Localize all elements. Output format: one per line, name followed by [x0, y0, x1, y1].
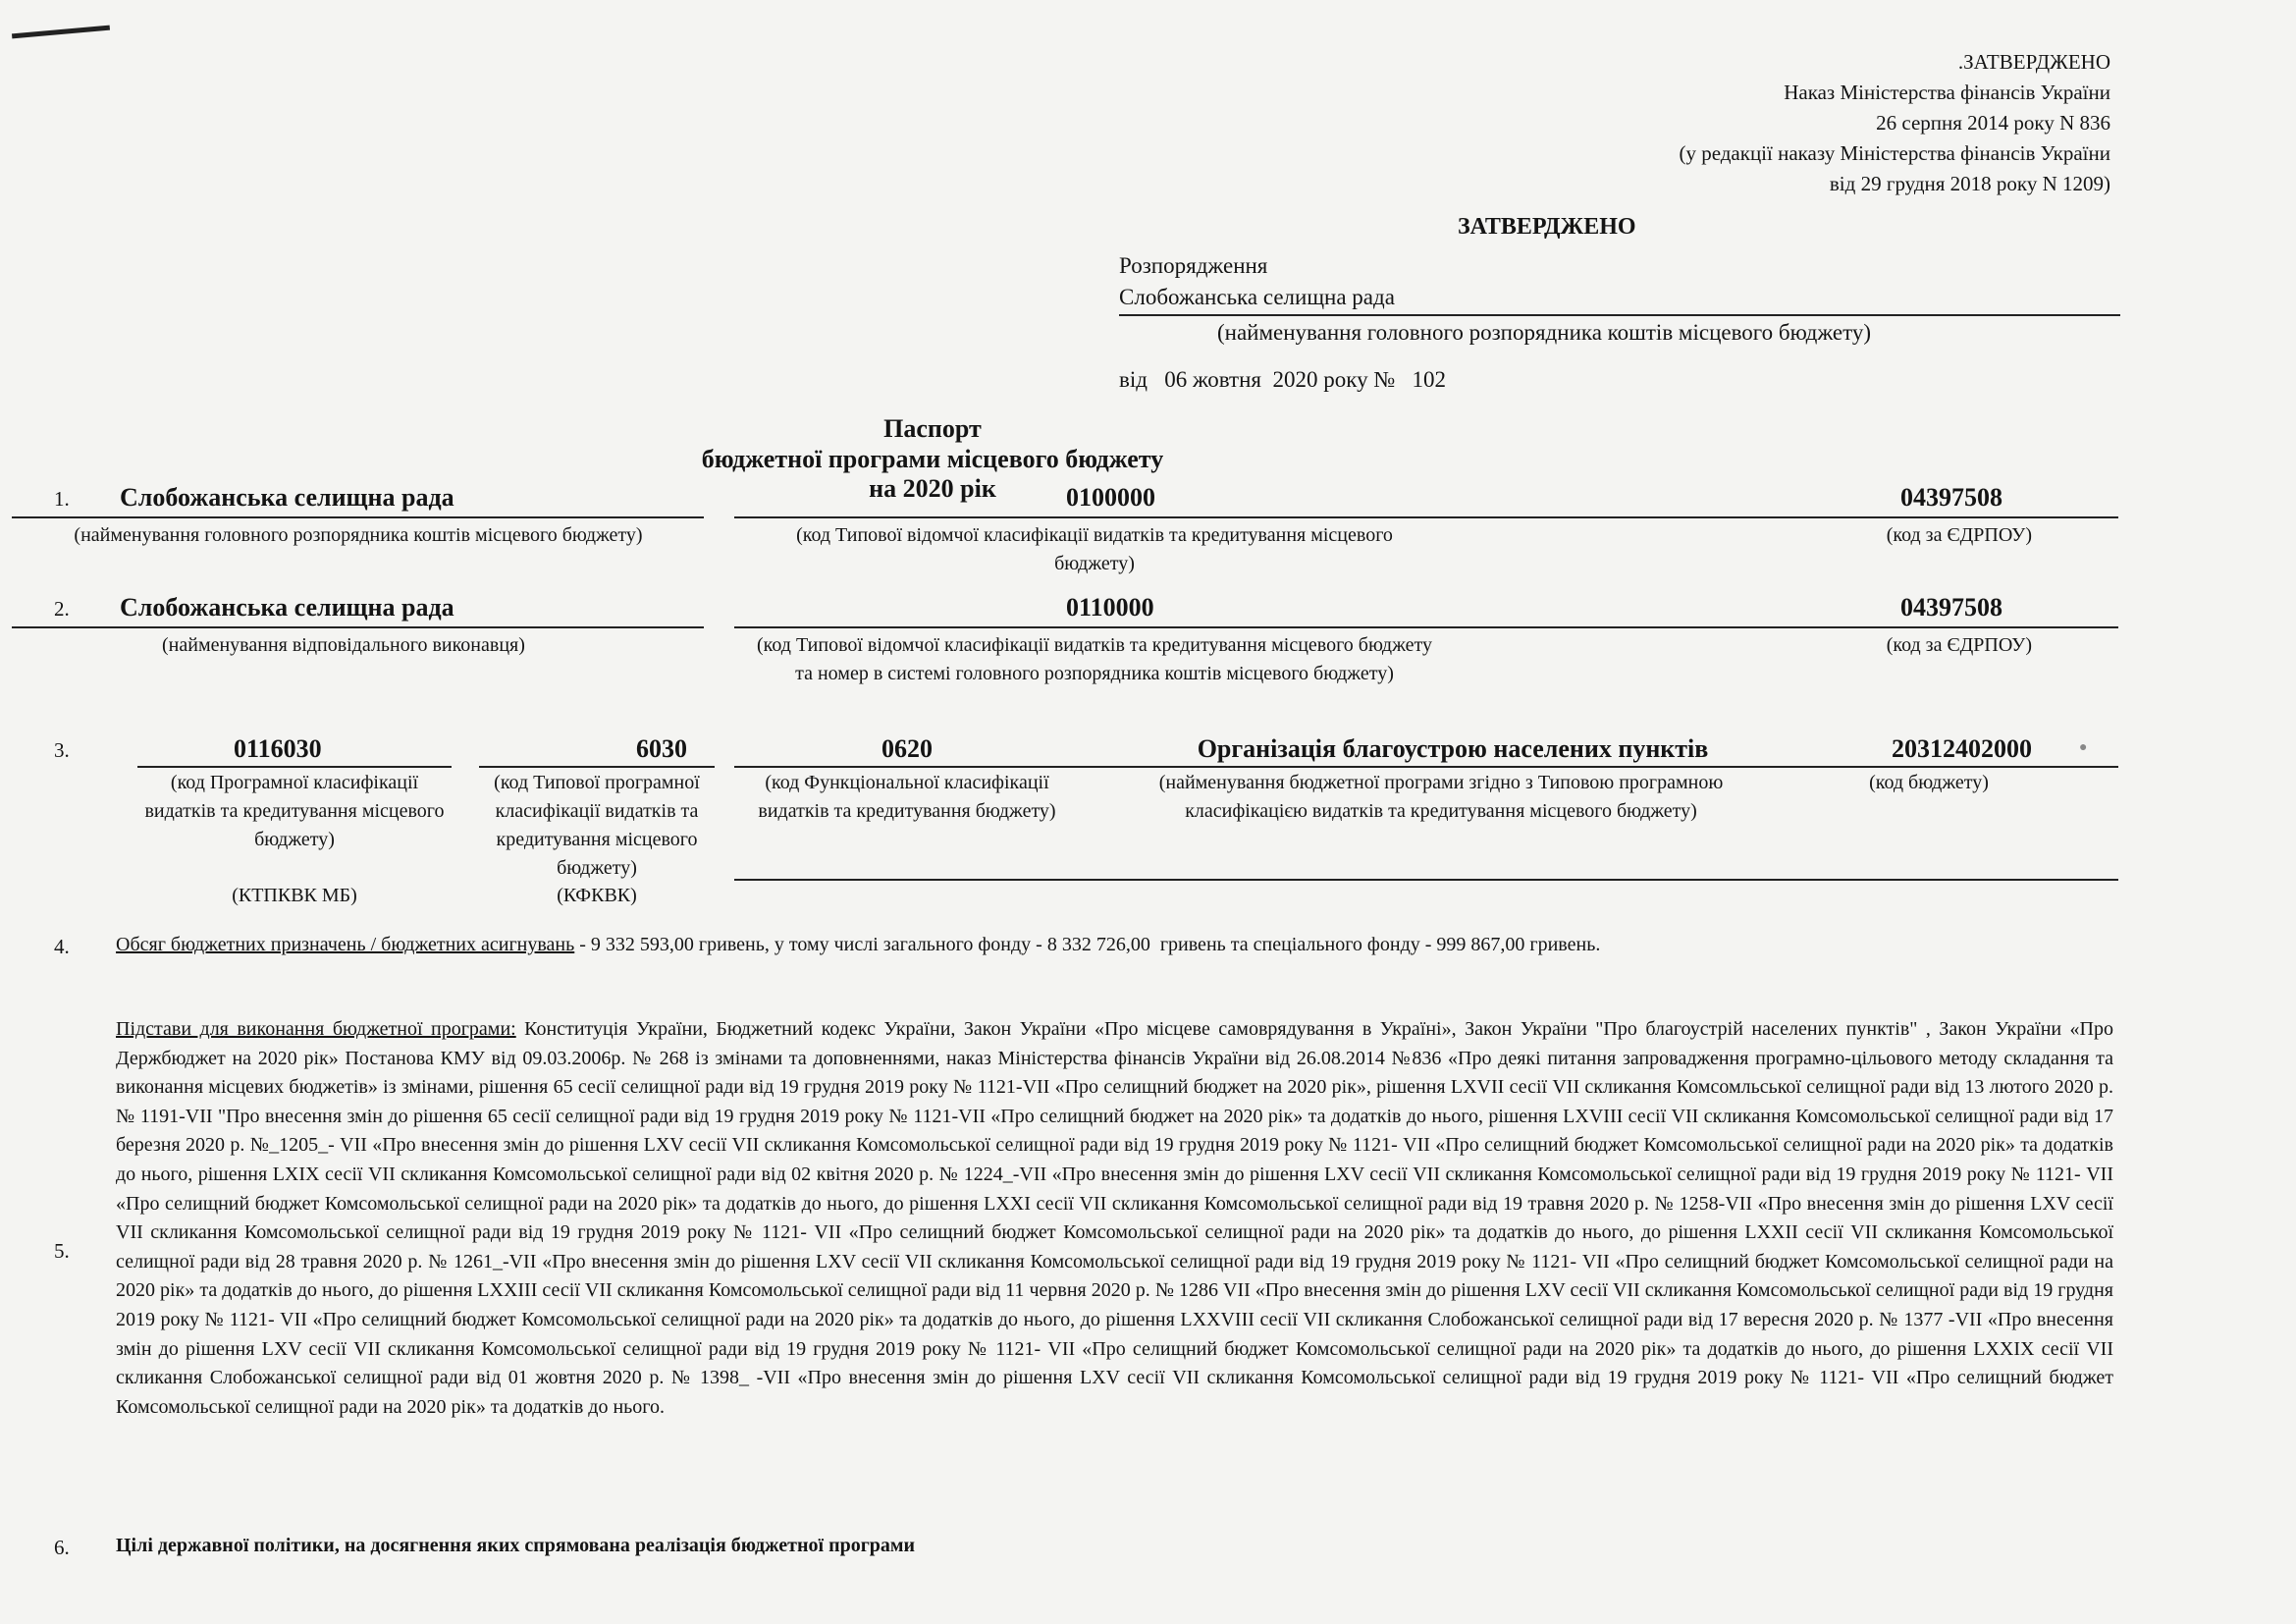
section-5-number: 5.	[54, 1239, 70, 1263]
section-3-func-code: 0620	[881, 734, 933, 763]
section-2-code: 0110000	[1066, 593, 1154, 622]
section-5-text	[116, 1015, 2113, 1422]
section-3-kpkvk-line	[137, 766, 452, 768]
section-3-bottom-line	[734, 879, 2118, 881]
section-3-budget-code: 20312402000	[1892, 734, 2032, 763]
section-3-program-name: Організація благоустрою населених пунктів	[1197, 734, 1709, 763]
section-2-name-caption: (найменування відповідального виконавця)	[162, 634, 525, 656]
section-6-number: 6.	[54, 1536, 70, 1559]
section-1-code-caption: (код Типової відомчої класифікації видатків та кредитування місцевого бюджету)	[796, 524, 1393, 574]
scan-corner-mark	[12, 26, 110, 39]
section-3-program-caption: (найменування бюджетної програми згідно з Типовою програмною класифікацією видатків та кредитування місцевого бюджету)	[1158, 772, 1724, 822]
section-1-name-line	[12, 516, 704, 518]
section-4-number: 4.	[54, 935, 70, 958]
approval-org-line	[1119, 314, 2120, 316]
approval-org-caption: (найменування головного розпорядника коштів місцевого бюджету)	[1217, 320, 1872, 345]
section-4-value: - 9 332 593,00 гривень, у тому числі загального фонду - 8 332 726,00 гривень та спеціального фонду - 999 867,00 гривень.	[574, 934, 1601, 955]
section-3-kfkvk-line	[479, 766, 715, 768]
approval-stamp	[1374, 47, 2110, 199]
section-4-label: Обсяг бюджетних призначень / бюджетних асигнувань	[116, 934, 575, 955]
bullet-icon: ●	[2079, 740, 2088, 755]
section-1-code: 0100000	[1066, 483, 1155, 512]
section-3-number: 3.	[54, 738, 70, 762]
section-5-body: Конституція України, Бюджетний кодекс України, Закон України «Про місцеве самоврядування в Україні», Закон України "Про благоустрій населених пунктів" , Закон України «Про Держбюджет на 2020 рік» Постанова КМУ від 09.03.2006р. № 268 із змінами та доповненнями, наказ Міністерства фінансів України від 26.08.2014 №836 «Про деякі питання запровадження програмно-цільового методу складання та виконання місцевих бюджетів» із змінами, рішення 65 сесії селищної ради від 19 грудня 2019 року № 1121-VII «Про селищний бюджет на 2020 рік», рішення LXVII сесії VII скликання Комсомльської селищної ради від 13 лютого 2020 р. № 1191-VII "Про внесення змін до рішення 65 сесії селищної ради від 19 грудня 2019 року № 1121-VII «Про селищний бюджет на 2020 рік» та додатків до нього, рішення LXVIII сесії VII скликання Комсомольської селищної ради від 17 березня 2020 р. №_1205_- VII «Про внесення змін до рішення LXV сесії VII скликання Комсомольської селищної ради від 19 грудня 2019 року № 1121- VII «Про селищний бюджет Комсомольської селищної ради на 2020 рік» та додатків до нього, рішення LXIX сесії VII скликання Комсомольської селищної ради від 02 квітня 2020 р. № 1224_-VII «Про внесення змін до рішення LXV сесії VII скликання Комсомольської селищної ради від 19 грудня 2019 року № 1121- VII «Про селищний бюджет Комсомольської селищної ради на 2020 рік» та додатків до нього, до рішення LXXI сесії VII скликання Комсомольської селищної ради від 19 травня 2020 р. № 1258-VII «Про внесення змін до рішення LXV сесії VII скликання Комсомольської селищної ради від 19 грудня 2019 року № 1121- VII «Про селищний бюджет Комсомольської селищної ради на 2020 рік» та додатків до нього, до рішення LXXII сесії VII скликання Комсомольської селищної ради від 28 травня 2020 р. № 1261_-VII «Про внесення змін до рішення LXV сесії VII скликання Комсомольської селищної ради від 19 грудня 2019 року № 1121- VII «Про селищний бюджет Комсомольської селищної ради на 2020 рік» та додатків до нього, до рішення LXXIII сесії VII скликання Комсомольської селищної ради від 11 червня 2020 р. № 1286 VII «Про внесення змін до рішення LXV сесії VII скликання Комсомольської селищної ради від 19 грудня 2019 року № 1121- VII «Про селищний бюджет Комсомольської селищної ради на 2020 рік» та додатків до нього, до рішення LXXVIII сесії VII скликання Слобожанської селищної ради від 17 вересня 2020 р. № 1377 -VII «Про внесення змін до рішення LXV сесії VII скликання Комсомольської селищної ради від 19 грудня 2019 року № 1121- VII «Про селищний бюджет Комсомольської селищної ради на 2020 рік» та додатків до нього, до рішення LXXIX сесії VII скликання Слобожанської селищної ради від 01 жовтня 2020 р. № 1398_ -VII «Про внесення змін до рішення LXV сесії VII скликання Комсомольської селищної ради від 19 грудня 2019 року № 1121- VII «Про селищний бюджет Комсомольської селищної ради на 2020 рік» та додатків до нього.	[116, 1018, 2114, 1418]
section-3-kfkvk-caption: (код Типової програмної класифікації видатків та кредитування місцевого бюджету)	[494, 772, 700, 879]
section-3-func-caption: (код Функціональної класифікації видатків та кредитування бюджету)	[758, 772, 1056, 822]
stamp-line-1: Наказ Міністерства фінансів України	[1784, 81, 2110, 104]
section-2-code-line	[734, 626, 2118, 628]
section-1-edrpou-caption: (код за ЄДРПОУ)	[1886, 524, 2032, 546]
section-2-name-line	[12, 626, 704, 628]
approval-org: Слобожанська селищна рада	[1119, 285, 1395, 309]
section-3-kpkvk-abbr: (КТПКВК МБ)	[232, 885, 357, 906]
section-3-kfkvk: 6030	[636, 734, 687, 763]
section-5-label: Підстави для виконання бюджетної програми:	[116, 1018, 516, 1040]
stamp-approved: .ЗАТВЕРДЖЕНО	[1957, 50, 2110, 74]
approval-doc-type: Розпорядження	[1119, 253, 1268, 278]
section-3-kpkvk-caption: (код Програмної класифікації видатків та кредитування місцевого бюджету)	[144, 772, 445, 850]
section-2-edrpou-caption: (код за ЄДРПОУ)	[1886, 634, 2032, 656]
approval-date-line: від 06 жовтня 2020 року № 102	[1119, 367, 1447, 392]
section-3-budget-caption: (код бюджету)	[1869, 772, 1989, 793]
section-2-code-caption: (код Типової відомчої класифікації видатків та кредитування місцевого бюджету та номер в системі головного розпорядника коштів місцевого бюджету)	[756, 634, 1432, 684]
section-2-number: 2.	[54, 597, 70, 621]
approval-title: ЗАТВЕРДЖЕНО	[1458, 214, 1636, 240]
section-1-name: Слобожанська селищна рада	[120, 483, 454, 512]
section-6-text: Цілі державної політики, на досягнення яких спрямована реалізація бюджетної програми	[116, 1535, 916, 1556]
section-1-code-line	[734, 516, 2118, 518]
section-1-number: 1.	[54, 487, 70, 511]
passport-subtitle: бюджетної програми місцевого бюджету на 2020 рік	[701, 445, 1164, 503]
passport-title: Паспорт	[883, 414, 982, 443]
stamp-line-2: 26 серпня 2014 року N 836	[1876, 111, 2110, 135]
section-4-text	[116, 934, 2099, 956]
section-2-edrpou: 04397508	[1900, 593, 2002, 622]
section-2-name: Слобожанська селищна рада	[120, 593, 454, 622]
stamp-line-3: (у редакції наказу Міністерства фінансів України	[1679, 141, 2110, 165]
section-3-kpkvk: 0116030	[234, 734, 322, 763]
section-3-kfkvk-abbr: (КФКВК)	[557, 885, 637, 906]
section-1-edrpou: 04397508	[1900, 483, 2002, 512]
section-3-program-line	[734, 766, 2118, 768]
stamp-line-4: від 29 грудня 2018 року N 1209)	[1829, 172, 2110, 195]
section-1-name-caption: (найменування головного розпорядника коштів місцевого бюджету)	[74, 524, 643, 546]
